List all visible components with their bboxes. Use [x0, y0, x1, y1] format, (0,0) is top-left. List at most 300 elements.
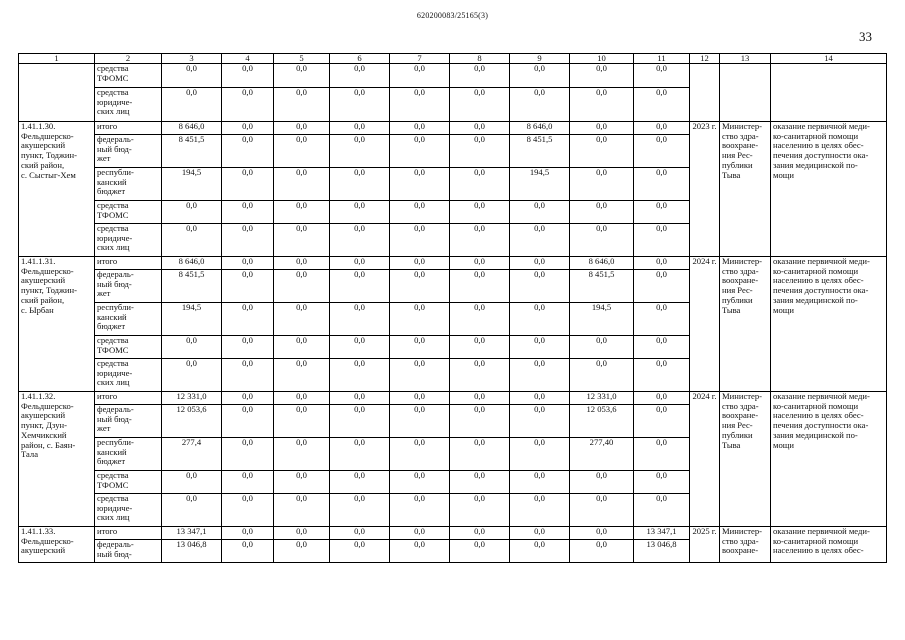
value-cell: 0,0 — [162, 471, 222, 494]
text-line: ство здра- — [722, 130, 759, 141]
value-cell: 0,0 — [222, 135, 274, 168]
value-cell: 0,0 — [162, 494, 222, 527]
table-row — [19, 257, 887, 270]
value-cell: 0,0 — [450, 224, 510, 257]
value-cell: 0,0 — [390, 540, 450, 563]
value-cell: 0,0 — [222, 88, 274, 122]
value-cell: 0,0 — [162, 88, 222, 122]
page-number: 33 — [859, 29, 872, 44]
funding-source — [95, 471, 162, 494]
text-line: населению в целях обес- — [773, 410, 864, 421]
value-cell: 0,0 — [274, 392, 330, 405]
agency-cell — [720, 257, 771, 392]
text-line: ский район, — [21, 294, 65, 305]
value-cell: 0,0 — [570, 540, 634, 563]
column-number: 14 — [771, 54, 887, 64]
value-cell: 194,5 — [162, 303, 222, 336]
text-line: мощи — [773, 439, 794, 450]
text-line: ко-санитарной помощи — [773, 130, 859, 141]
text-line: ТФОМС — [97, 209, 129, 220]
text-line: публики — [722, 159, 753, 170]
value-cell: 0,0 — [570, 527, 634, 540]
text-line: зания медицинской по- — [773, 294, 858, 305]
value-cell: 0,0 — [450, 540, 510, 563]
text-line: ских лиц — [97, 377, 130, 388]
value-cell: 0,0 — [510, 392, 570, 405]
text-line: ный бюд- — [97, 413, 132, 424]
text-line: публики — [722, 429, 753, 440]
value-cell: 0,0 — [450, 201, 510, 224]
value-cell: 0,0 — [390, 392, 450, 405]
value-cell: 0,0 — [274, 135, 330, 168]
value-cell: 277,40 — [570, 438, 634, 471]
value-cell: 0,0 — [274, 438, 330, 471]
text-line: средства — [97, 358, 129, 368]
text-line: акушерский — [21, 275, 66, 286]
value-cell: 0,0 — [634, 438, 690, 471]
text-line: Министер- — [722, 256, 762, 266]
value-cell: 0,0 — [390, 527, 450, 540]
value-cell: 0,0 — [634, 471, 690, 494]
value-cell: 0,0 — [634, 405, 690, 438]
value-cell: 0,0 — [634, 359, 690, 392]
value-cell: 0,0 — [390, 88, 450, 122]
value-cell: 0,0 — [274, 359, 330, 392]
value-cell: 8 451,5 — [510, 135, 570, 168]
text-line: жет — [97, 153, 111, 164]
value-cell: 0,0 — [390, 359, 450, 392]
value-cell: 12 053,6 — [570, 405, 634, 438]
column-number-row — [19, 54, 887, 64]
text-line: средства — [97, 87, 129, 97]
text-line: Хемчикский — [21, 429, 67, 440]
value-cell: 0,0 — [510, 270, 570, 303]
value-cell: 0,0 — [450, 135, 510, 168]
value-cell: 0,0 — [450, 494, 510, 527]
value-cell: 12 331,0 — [162, 392, 222, 405]
value-cell: 8 451,5 — [570, 270, 634, 303]
value-cell: 0,0 — [450, 405, 510, 438]
value-cell: 8 646,0 — [162, 257, 222, 270]
text-line: ских лиц — [97, 242, 130, 253]
year-cell-empty — [690, 64, 720, 122]
text-line: ТФОМС — [97, 479, 129, 490]
text-line: юридиче- — [97, 96, 133, 107]
value-cell: 0,0 — [510, 527, 570, 540]
text-line: канский — [97, 176, 127, 187]
text-line: федераль- — [97, 134, 134, 144]
value-cell: 0,0 — [390, 224, 450, 257]
value-cell: 0,0 — [634, 64, 690, 88]
column-number: 9 — [510, 54, 570, 64]
value-cell: 0,0 — [330, 270, 390, 303]
value-cell: 0,0 — [222, 540, 274, 563]
column-number: 6 — [330, 54, 390, 64]
value-cell: 0,0 — [222, 471, 274, 494]
text-line: ния Рес- — [722, 420, 753, 431]
value-cell: 0,0 — [390, 336, 450, 359]
text-line: зания медицинской по- — [773, 159, 858, 170]
value-cell: 0,0 — [330, 122, 390, 135]
text-line: ство здра- — [722, 535, 759, 546]
funding-source — [95, 392, 162, 405]
text-line: ко-санитарной помощи — [773, 400, 859, 411]
value-cell: 0,0 — [222, 224, 274, 257]
object-name — [19, 122, 95, 257]
text-line: 1.41.1.33. — [21, 526, 56, 536]
text-line: воохране- — [722, 545, 759, 556]
text-line: ство здра- — [722, 265, 759, 276]
funding-source — [95, 438, 162, 471]
purpose-cell-empty — [771, 64, 887, 122]
value-cell: 0,0 — [390, 438, 450, 471]
value-cell: 0,0 — [570, 471, 634, 494]
value-cell: 0,0 — [222, 168, 274, 201]
value-cell: 0,0 — [510, 88, 570, 122]
text-line: итого — [97, 391, 118, 401]
agency-cell — [720, 527, 771, 563]
value-cell: 194,5 — [510, 168, 570, 201]
text-line: оказание первичной меди- — [773, 391, 870, 401]
value-cell: 13 347,1 — [162, 527, 222, 540]
text-line: 1.41.1.32. — [21, 391, 56, 401]
text-line: ния Рес- — [722, 150, 753, 161]
value-cell: 0,0 — [450, 122, 510, 135]
value-cell: 0,0 — [390, 64, 450, 88]
text-line: 1.41.1.30. — [21, 121, 56, 131]
agency-cell-empty — [720, 64, 771, 122]
value-cell: 0,0 — [330, 438, 390, 471]
funding-source — [95, 64, 162, 88]
text-line: оказание первичной меди- — [773, 526, 870, 536]
value-cell: 0,0 — [570, 494, 634, 527]
value-cell: 8 451,5 — [162, 270, 222, 303]
text-line: Фельдшерско- — [21, 265, 74, 276]
value-cell: 0,0 — [222, 303, 274, 336]
value-cell: 0,0 — [274, 257, 330, 270]
text-line: район, с. Баян- — [21, 439, 76, 450]
funding-source — [95, 168, 162, 201]
text-line: печения доступности ока- — [773, 285, 869, 296]
agency-cell — [720, 392, 771, 527]
value-cell: 0,0 — [162, 64, 222, 88]
funding-source — [95, 122, 162, 135]
text-line: ко-санитарной помощи — [773, 265, 859, 276]
value-cell: 0,0 — [330, 303, 390, 336]
purpose-cell — [771, 122, 887, 257]
value-cell: 0,0 — [510, 201, 570, 224]
value-cell: 0,0 — [450, 303, 510, 336]
value-cell: 0,0 — [570, 88, 634, 122]
value-cell: 0,0 — [510, 359, 570, 392]
column-number: 11 — [634, 54, 690, 64]
text-line: федераль- — [97, 539, 134, 549]
table-row — [19, 64, 887, 88]
text-line: средства — [97, 63, 129, 73]
value-cell: 0,0 — [634, 270, 690, 303]
value-cell: 0,0 — [330, 224, 390, 257]
value-cell: 0,0 — [634, 494, 690, 527]
value-cell: 12 053,6 — [162, 405, 222, 438]
purpose-cell — [771, 527, 887, 563]
value-cell: 0,0 — [510, 540, 570, 563]
text-line: пункт, Дзун- — [21, 420, 68, 431]
text-line: бюджет — [97, 186, 126, 197]
value-cell: 0,0 — [274, 303, 330, 336]
value-cell: 0,0 — [274, 224, 330, 257]
purpose-cell — [771, 257, 887, 392]
value-cell: 13 046,8 — [634, 540, 690, 563]
value-cell: 0,0 — [390, 494, 450, 527]
value-cell: 0,0 — [510, 224, 570, 257]
value-cell: 0,0 — [570, 168, 634, 201]
value-cell: 0,0 — [570, 135, 634, 168]
funding-source — [95, 270, 162, 303]
value-cell: 0,0 — [162, 224, 222, 257]
text-line: жет — [97, 423, 111, 434]
value-cell: 0,0 — [634, 224, 690, 257]
year-cell: 2025 г. — [690, 527, 720, 563]
text-line: ских лиц — [97, 512, 130, 523]
value-cell: 0,0 — [274, 168, 330, 201]
text-line: воохране- — [722, 275, 759, 286]
value-cell: 0,0 — [274, 527, 330, 540]
value-cell: 0,0 — [222, 438, 274, 471]
value-cell: 0,0 — [330, 201, 390, 224]
value-cell: 0,0 — [450, 168, 510, 201]
value-cell: 0,0 — [390, 270, 450, 303]
value-cell: 0,0 — [634, 88, 690, 122]
value-cell: 0,0 — [450, 336, 510, 359]
value-cell: 0,0 — [274, 122, 330, 135]
value-cell: 0,0 — [222, 336, 274, 359]
code-cell-empty — [19, 64, 95, 122]
value-cell: 0,0 — [570, 64, 634, 88]
text-line: ских лиц — [97, 106, 130, 117]
text-line: республи- — [97, 167, 134, 177]
value-cell: 0,0 — [510, 405, 570, 438]
value-cell: 0,0 — [274, 494, 330, 527]
value-cell: 0,0 — [222, 359, 274, 392]
value-cell: 0,0 — [390, 168, 450, 201]
text-line: с. Сыстыг-Хем — [21, 169, 76, 180]
funding-source — [95, 336, 162, 359]
value-cell: 0,0 — [330, 88, 390, 122]
value-cell: 0,0 — [390, 471, 450, 494]
value-cell: 0,0 — [330, 405, 390, 438]
value-cell: 0,0 — [330, 392, 390, 405]
value-cell: 0,0 — [570, 359, 634, 392]
value-cell: 0,0 — [634, 122, 690, 135]
text-line: ТФОМС — [97, 72, 129, 83]
value-cell: 0,0 — [510, 257, 570, 270]
value-cell: 0,0 — [390, 257, 450, 270]
funding-source — [95, 527, 162, 540]
text-line: федераль- — [97, 269, 134, 279]
value-cell: 0,0 — [274, 405, 330, 438]
text-line: зания медицинской по- — [773, 429, 858, 440]
text-line: Тала — [21, 449, 39, 460]
column-number: 8 — [450, 54, 510, 64]
value-cell: 0,0 — [450, 64, 510, 88]
agency-cell — [720, 122, 771, 257]
text-line: оказание первичной меди- — [773, 256, 870, 266]
value-cell: 0,0 — [274, 270, 330, 303]
column-number: 13 — [720, 54, 771, 64]
text-line: Тыва — [722, 304, 741, 315]
text-line: Фельдшерско- — [21, 400, 74, 411]
table-row — [19, 392, 887, 405]
value-cell: 0,0 — [510, 471, 570, 494]
value-cell: 0,0 — [330, 527, 390, 540]
year-cell: 2024 г. — [690, 257, 720, 392]
value-cell: 0,0 — [222, 257, 274, 270]
text-line: публики — [722, 294, 753, 305]
text-line: пункт, Тоджин- — [21, 150, 77, 161]
value-cell: 0,0 — [510, 303, 570, 336]
value-cell: 8 646,0 — [510, 122, 570, 135]
value-cell: 0,0 — [634, 135, 690, 168]
text-line: республи- — [97, 302, 134, 312]
text-line: средства — [97, 223, 129, 233]
funding-source — [95, 88, 162, 122]
object-name — [19, 392, 95, 527]
text-line: акушерский — [21, 545, 66, 556]
value-cell: 0,0 — [222, 527, 274, 540]
funding-source — [95, 540, 162, 563]
text-line: канский — [97, 311, 127, 322]
value-cell: 0,0 — [570, 201, 634, 224]
text-line: 1.41.1.31. — [21, 256, 56, 266]
funding-source — [95, 135, 162, 168]
text-line: жет — [97, 288, 111, 299]
value-cell: 0,0 — [222, 122, 274, 135]
text-line: ский район, — [21, 159, 65, 170]
value-cell: 0,0 — [330, 257, 390, 270]
value-cell: 0,0 — [390, 201, 450, 224]
text-line: итого — [97, 256, 118, 266]
value-cell: 0,0 — [330, 336, 390, 359]
value-cell: 0,0 — [274, 540, 330, 563]
value-cell: 0,0 — [570, 224, 634, 257]
object-name — [19, 257, 95, 392]
text-line: ния Рес- — [722, 285, 753, 296]
value-cell: 0,0 — [222, 270, 274, 303]
object-name — [19, 527, 95, 563]
value-cell: 0,0 — [330, 471, 390, 494]
value-cell: 13 046,8 — [162, 540, 222, 563]
value-cell: 194,5 — [570, 303, 634, 336]
text-line: средства — [97, 335, 129, 345]
funding-source — [95, 405, 162, 438]
value-cell: 0,0 — [634, 336, 690, 359]
value-cell: 0,0 — [570, 336, 634, 359]
text-line: юридиче- — [97, 232, 133, 243]
text-line: оказание первичной меди- — [773, 121, 870, 131]
value-cell: 0,0 — [450, 527, 510, 540]
text-line: бюджет — [97, 321, 126, 332]
text-line: пункт, Тоджин- — [21, 285, 77, 296]
funding-source — [95, 201, 162, 224]
value-cell: 0,0 — [450, 270, 510, 303]
purpose-cell — [771, 392, 887, 527]
value-cell: 0,0 — [330, 540, 390, 563]
value-cell: 8 646,0 — [162, 122, 222, 135]
column-number: 3 — [162, 54, 222, 64]
value-cell: 0,0 — [222, 201, 274, 224]
text-line: ство здра- — [722, 400, 759, 411]
column-number: 12 — [690, 54, 720, 64]
text-line: Фельдшерско- — [21, 535, 74, 546]
text-line: ный бюд- — [97, 278, 132, 289]
text-line: воохране- — [722, 140, 759, 151]
column-number: 4 — [222, 54, 274, 64]
value-cell: 0,0 — [274, 471, 330, 494]
text-line: ко-санитарной помощи — [773, 535, 859, 546]
value-cell: 0,0 — [634, 303, 690, 336]
text-line: республи- — [97, 437, 134, 447]
funding-source — [95, 359, 162, 392]
value-cell: 0,0 — [222, 494, 274, 527]
text-line: акушерский — [21, 410, 66, 421]
text-line: печения доступности ока- — [773, 420, 869, 431]
value-cell: 0,0 — [274, 64, 330, 88]
value-cell: 0,0 — [390, 122, 450, 135]
text-line: с. Ырбан — [21, 304, 54, 315]
value-cell: 0,0 — [450, 392, 510, 405]
value-cell: 0,0 — [570, 122, 634, 135]
funding-source — [95, 494, 162, 527]
funding-source — [95, 224, 162, 257]
text-line: ный бюд- — [97, 143, 132, 154]
value-cell: 0,0 — [510, 438, 570, 471]
text-line: бюджет — [97, 456, 126, 467]
value-cell: 0,0 — [274, 201, 330, 224]
value-cell: 0,0 — [450, 438, 510, 471]
document-number: 620200083/25165(3) — [416, 11, 489, 20]
value-cell: 0,0 — [330, 64, 390, 88]
table-row — [19, 527, 887, 540]
text-line: юридиче- — [97, 502, 133, 513]
value-cell: 0,0 — [162, 201, 222, 224]
value-cell: 0,0 — [510, 64, 570, 88]
text-line: итого — [97, 121, 118, 131]
value-cell: 0,0 — [510, 336, 570, 359]
value-cell: 8 646,0 — [570, 257, 634, 270]
value-cell: 0,0 — [390, 135, 450, 168]
value-cell: 0,0 — [330, 494, 390, 527]
text-line: ТФОМС — [97, 344, 129, 355]
value-cell: 0,0 — [634, 201, 690, 224]
column-number: 10 — [570, 54, 634, 64]
value-cell: 0,0 — [634, 168, 690, 201]
text-line: средства — [97, 493, 129, 503]
text-line: Министер- — [722, 526, 762, 536]
text-line: печения доступности ока- — [773, 150, 869, 161]
text-line: населению в целях обес- — [773, 275, 864, 286]
year-cell: 2023 г. — [690, 122, 720, 257]
text-line: юридиче- — [97, 367, 133, 378]
column-number: 2 — [95, 54, 162, 64]
value-cell: 0,0 — [162, 359, 222, 392]
value-cell: 8 451,5 — [162, 135, 222, 168]
text-line: итого — [97, 526, 118, 536]
table-row — [19, 122, 887, 135]
value-cell: 0,0 — [450, 471, 510, 494]
text-line: средства — [97, 200, 129, 210]
budget-table — [18, 53, 887, 563]
text-line: Фельдшерско- — [21, 130, 74, 141]
